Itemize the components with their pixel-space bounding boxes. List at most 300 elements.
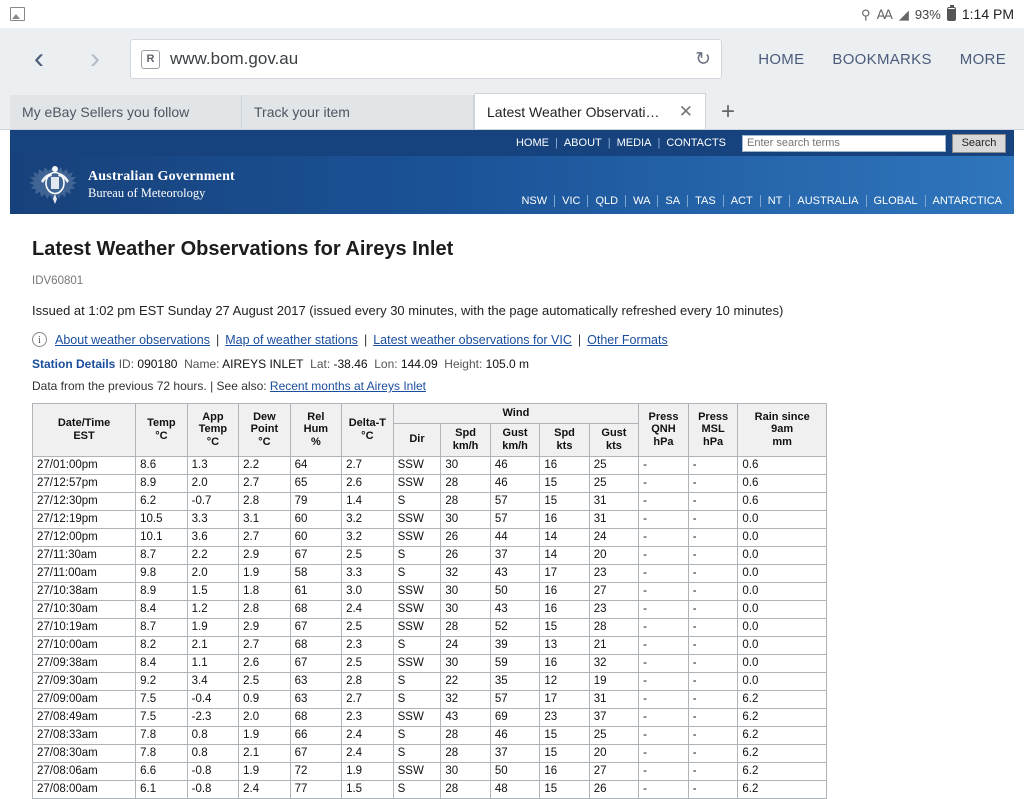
cell-wind-gust-kmh: 50 — [490, 582, 540, 600]
th-temp-line2: °C — [155, 429, 168, 442]
page-title: Latest Weather Observations for Aireys Inlet — [32, 238, 454, 260]
th-qnh-line2: QNH — [651, 423, 676, 436]
table-row — [33, 744, 827, 762]
station-lon-label: Lon: — [374, 357, 398, 371]
back-button[interactable]: ‹ — [34, 42, 44, 75]
cell-wind-gust-kts: 31 — [589, 690, 638, 708]
page-viewport — [0, 130, 1024, 796]
cell-wind-gust-kmh: 57 — [490, 492, 540, 510]
cell-wind-dir: S — [393, 564, 441, 582]
cell-press-qnh: - — [639, 510, 689, 528]
cell-wind-gust-kmh: 46 — [490, 726, 540, 744]
info-icon: i — [32, 332, 47, 347]
search-input[interactable] — [742, 135, 946, 152]
cell-datetime: 27/08:49am — [33, 708, 136, 726]
cell-rain: 0.0 — [738, 510, 827, 528]
link-divider: | — [657, 137, 661, 149]
cell-temp: 8.9 — [136, 582, 188, 600]
link-divider: | — [215, 332, 220, 347]
new-tab-button[interactable]: + — [720, 98, 735, 125]
cell-app-temp: 1.2 — [187, 600, 239, 618]
cell-app-temp: 1.3 — [187, 456, 239, 474]
th-delta-t — [342, 404, 394, 457]
th-dewpoint-line2: Point — [250, 423, 279, 436]
cell-wind-dir: S — [393, 492, 441, 510]
cell-wind-dir: S — [393, 780, 441, 798]
statenav-tas[interactable]: TAS — [688, 195, 724, 207]
cell-dew-point: 1.9 — [239, 762, 291, 780]
cell-wind-spd-kmh: 30 — [441, 582, 491, 600]
cell-press-qnh: - — [639, 762, 689, 780]
cell-app-temp: -0.8 — [187, 762, 239, 780]
cell-temp: 9.8 — [136, 564, 188, 582]
th-wgustkts-line1: Gust — [601, 426, 627, 439]
cell-app-temp: 0.8 — [187, 744, 239, 762]
table-row — [33, 528, 827, 546]
th-wgustkts-line2: kts — [605, 439, 622, 452]
statenav-australia[interactable]: AUSTRALIA — [790, 195, 866, 207]
th-rain-since-9am — [738, 404, 827, 457]
station-name-value: AIREYS INLET — [222, 357, 304, 371]
site-title-block — [88, 168, 235, 201]
site-logo — [32, 164, 235, 206]
cell-wind-gust-kmh: 52 — [490, 618, 540, 636]
cell-rain: 0.0 — [738, 618, 827, 636]
reload-icon[interactable]: ↻ — [695, 48, 711, 70]
cell-app-temp: 0.8 — [187, 726, 239, 744]
cell-wind-gust-kts: 23 — [589, 600, 638, 618]
link-latest-observations-vic[interactable]: Latest weather observations for VIC — [373, 332, 572, 347]
station-name-label: Name: — [184, 357, 220, 371]
table-row — [33, 762, 827, 780]
observations-table-head — [33, 404, 827, 457]
th-wind-dir: Dir — [393, 423, 441, 456]
th-press-msl — [688, 404, 738, 457]
cell-temp: 8.2 — [136, 636, 188, 654]
cell-wind-gust-kts: 24 — [589, 528, 638, 546]
search-button[interactable]: Search — [952, 134, 1006, 153]
cell-wind-spd-kts: 17 — [540, 690, 589, 708]
th-relhum-line1: Rel — [307, 410, 325, 423]
site-link-about[interactable]: ABOUT — [563, 137, 602, 149]
cell-dew-point: 2.7 — [239, 474, 291, 492]
cell-datetime: 27/10:38am — [33, 582, 136, 600]
cell-wind-spd-kts: 16 — [540, 654, 589, 672]
browser-more-link[interactable]: MORE — [959, 50, 1006, 68]
cell-rain: 6.2 — [738, 744, 827, 762]
browser-bookmarks-link[interactable]: BOOKMARKS — [832, 50, 932, 68]
th-wgust-line1: Gust — [502, 426, 528, 439]
table-row — [33, 510, 827, 528]
cell-press-qnh: - — [639, 618, 689, 636]
cell-app-temp: 2.2 — [187, 546, 239, 564]
cell-wind-gust-kts: 20 — [589, 744, 638, 762]
cell-dew-point: 0.9 — [239, 690, 291, 708]
cell-rel-hum: 66 — [290, 726, 341, 744]
cell-wind-gust-kmh: 59 — [490, 654, 540, 672]
bom-page — [10, 130, 1014, 796]
cell-press-qnh: - — [639, 780, 689, 798]
cell-wind-spd-kts: 13 — [540, 636, 589, 654]
th-wspdkts-line1: Spd — [554, 426, 575, 439]
cell-datetime: 27/12:19pm — [33, 510, 136, 528]
cell-delta-t: 2.6 — [342, 474, 394, 492]
cell-press-qnh: - — [639, 564, 689, 582]
cell-datetime: 27/01:00pm — [33, 456, 136, 474]
cell-temp: 7.5 — [136, 690, 188, 708]
cell-datetime: 27/08:30am — [33, 744, 136, 762]
th-deltat-line1: Delta-T — [348, 416, 386, 429]
tab-track-your-item[interactable] — [242, 95, 474, 129]
statenav-nsw[interactable]: NSW — [514, 195, 555, 207]
cell-wind-gust-kmh: 44 — [490, 528, 540, 546]
cell-datetime: 27/08:33am — [33, 726, 136, 744]
cell-wind-spd-kts: 16 — [540, 762, 589, 780]
cell-delta-t: 2.3 — [342, 708, 394, 726]
th-wspdkts-line2: kts — [556, 439, 573, 452]
cell-datetime: 27/12:30pm — [33, 492, 136, 510]
gov-line-2: Bureau of Meteorology — [88, 185, 206, 200]
cell-wind-spd-kmh: 43 — [441, 708, 491, 726]
cell-wind-spd-kmh: 28 — [441, 780, 491, 798]
cell-rel-hum: 77 — [290, 780, 341, 798]
statenav-vic[interactable]: VIC — [555, 195, 588, 207]
link-other-formats[interactable]: Other Formats — [587, 332, 668, 347]
android-status-bar — [0, 0, 1024, 28]
station-lat-value: -38.46 — [333, 357, 368, 371]
cell-wind-gust-kts: 25 — [589, 726, 638, 744]
table-row — [33, 582, 827, 600]
cell-delta-t: 2.4 — [342, 600, 394, 618]
link-divider: | — [607, 137, 611, 149]
table-row — [33, 672, 827, 690]
observations-table-body — [33, 456, 827, 798]
cell-rel-hum: 67 — [290, 744, 341, 762]
cell-press-qnh: - — [639, 474, 689, 492]
cell-wind-gust-kts: 20 — [589, 546, 638, 564]
table-row — [33, 600, 827, 618]
status-bar-right — [861, 6, 1014, 22]
cell-delta-t: 3.2 — [342, 510, 394, 528]
cell-temp: 6.2 — [136, 492, 188, 510]
cell-dew-point: 2.1 — [239, 744, 291, 762]
cell-wind-gust-kmh: 37 — [490, 546, 540, 564]
cell-temp: 8.7 — [136, 546, 188, 564]
cell-datetime: 27/10:00am — [33, 636, 136, 654]
th-app-temp — [187, 404, 239, 457]
cell-wind-dir: S — [393, 690, 441, 708]
url-text[interactable]: www.bom.gov.au — [170, 49, 299, 68]
th-apptemp-line2: Temp — [198, 423, 228, 436]
th-dew-point — [239, 404, 291, 457]
statenav-qld[interactable]: QLD — [588, 195, 626, 207]
cell-temp: 7.8 — [136, 726, 188, 744]
statenav-sa[interactable]: SA — [658, 195, 688, 207]
cell-datetime: 27/08:06am — [33, 762, 136, 780]
cell-datetime: 27/08:00am — [33, 780, 136, 798]
cell-wind-spd-kts: 14 — [540, 546, 589, 564]
cell-wind-gust-kts: 31 — [589, 510, 638, 528]
cell-app-temp: 2.0 — [187, 564, 239, 582]
cell-press-msl: - — [688, 618, 738, 636]
cell-rel-hum: 65 — [290, 474, 341, 492]
cell-app-temp: 3.3 — [187, 510, 239, 528]
cell-wind-spd-kmh: 30 — [441, 510, 491, 528]
browser-toolbar — [0, 28, 1024, 90]
site-link-media[interactable]: MEDIA — [616, 137, 652, 149]
cell-press-msl: - — [688, 546, 738, 564]
cell-dew-point: 2.6 — [239, 654, 291, 672]
cell-temp: 9.2 — [136, 672, 188, 690]
th-rain-line1: Rain since — [754, 410, 810, 423]
browser-home-link[interactable]: HOME — [758, 50, 805, 68]
th-apptemp-line3: °C — [206, 436, 220, 449]
statenav-global[interactable]: GLOBAL — [867, 195, 926, 207]
cell-wind-spd-kmh: 32 — [441, 690, 491, 708]
table-row — [33, 654, 827, 672]
cell-wind-gust-kts: 23 — [589, 564, 638, 582]
cell-wind-spd-kts: 16 — [540, 582, 589, 600]
cell-press-qnh: - — [639, 744, 689, 762]
th-msl-line1: Press — [698, 410, 729, 423]
cell-rain: 6.2 — [738, 762, 827, 780]
statenav-antarctica[interactable]: ANTARCTICA — [932, 195, 1002, 207]
site-top-bar — [10, 130, 1014, 156]
cell-app-temp: 1.1 — [187, 654, 239, 672]
cell-rel-hum: 68 — [290, 708, 341, 726]
address-bar[interactable] — [130, 39, 722, 79]
cell-wind-dir: SSW — [393, 600, 441, 618]
cell-press-msl: - — [688, 600, 738, 618]
cell-press-msl: - — [688, 744, 738, 762]
cell-wind-dir: S — [393, 726, 441, 744]
station-lat-label: Lat: — [310, 357, 331, 371]
th-rain-line2: 9am — [771, 423, 794, 436]
cell-wind-gust-kmh: 43 — [490, 600, 540, 618]
site-link-home[interactable]: HOME — [515, 137, 549, 149]
cell-dew-point: 2.8 — [239, 492, 291, 510]
observations-table — [32, 403, 827, 799]
cell-press-msl: - — [688, 456, 738, 474]
cell-wind-gust-kmh: 37 — [490, 744, 540, 762]
cell-press-qnh: - — [639, 726, 689, 744]
cell-press-msl: - — [688, 654, 738, 672]
th-wind-group: Wind — [393, 404, 639, 424]
table-row — [33, 618, 827, 636]
cell-wind-spd-kts: 23 — [540, 708, 589, 726]
cell-dew-point: 1.9 — [239, 564, 291, 582]
cell-wind-spd-kts: 17 — [540, 564, 589, 582]
cell-press-msl: - — [688, 690, 738, 708]
station-height-label: Height: — [444, 357, 483, 371]
cell-wind-spd-kts: 16 — [540, 456, 589, 474]
station-details — [32, 357, 992, 371]
image-icon — [10, 7, 25, 21]
cell-press-msl: - — [688, 762, 738, 780]
cell-wind-gust-kts: 21 — [589, 636, 638, 654]
th-deltat-line2: °C — [361, 429, 374, 442]
cell-app-temp: -0.4 — [187, 690, 239, 708]
cell-temp: 8.4 — [136, 600, 188, 618]
cell-wind-gust-kmh: 50 — [490, 762, 540, 780]
statenav-nt[interactable]: NT — [761, 195, 791, 207]
station-id-value: 090180 — [137, 357, 178, 371]
cell-delta-t: 3.2 — [342, 528, 394, 546]
cell-dew-point: 2.0 — [239, 708, 291, 726]
cell-rel-hum: 68 — [290, 600, 341, 618]
cell-datetime: 27/11:30am — [33, 546, 136, 564]
tab-label: My eBay Sellers you follow — [22, 104, 190, 120]
th-wind-spd-kts — [540, 423, 589, 456]
table-row — [33, 564, 827, 582]
th-qnh-line3: hPa — [653, 436, 674, 449]
cell-wind-gust-kts: 26 — [589, 780, 638, 798]
cell-dew-point: 2.7 — [239, 636, 291, 654]
cell-wind-gust-kts: 28 — [589, 618, 638, 636]
cell-wind-dir: SSW — [393, 618, 441, 636]
cell-rain: 0.0 — [738, 528, 827, 546]
bluetooth-icon: Ꜳ — [876, 6, 893, 22]
browser-links — [742, 51, 1006, 68]
th-temp-line1: Temp — [147, 416, 176, 429]
cell-wind-gust-kmh: 46 — [490, 474, 540, 492]
cell-press-qnh: - — [639, 492, 689, 510]
cell-temp: 8.4 — [136, 654, 188, 672]
wifi-icon: ◢ — [898, 6, 909, 22]
cell-datetime: 27/12:00pm — [33, 528, 136, 546]
link-map-of-weather-stations[interactable]: Map of weather stations — [225, 332, 358, 347]
cell-app-temp: 1.9 — [187, 618, 239, 636]
cell-rain: 0.6 — [738, 492, 827, 510]
cell-press-msl: - — [688, 672, 738, 690]
cell-rel-hum: 68 — [290, 636, 341, 654]
cell-temp: 8.7 — [136, 618, 188, 636]
cell-press-qnh: - — [639, 528, 689, 546]
site-top-links — [510, 137, 732, 149]
table-row — [33, 474, 827, 492]
cell-wind-dir: SSW — [393, 474, 441, 492]
cell-wind-spd-kmh: 28 — [441, 744, 491, 762]
cell-delta-t: 2.7 — [342, 456, 394, 474]
table-header-row-1 — [33, 404, 827, 424]
cell-delta-t: 2.4 — [342, 744, 394, 762]
cell-rain: 0.0 — [738, 600, 827, 618]
statenav-act[interactable]: ACT — [724, 195, 761, 207]
link-divider: | — [554, 137, 558, 149]
cell-wind-gust-kmh: 35 — [490, 672, 540, 690]
status-bar-left — [10, 7, 861, 21]
cell-delta-t: 2.3 — [342, 636, 394, 654]
cell-press-msl: - — [688, 474, 738, 492]
tab-label: Track your item — [254, 104, 350, 120]
forward-button[interactable]: › — [90, 42, 100, 75]
location-icon: ⚲ — [861, 6, 871, 22]
cell-dew-point: 2.4 — [239, 780, 291, 798]
th-relhum-line3: % — [310, 436, 321, 449]
th-rain-line3: mm — [772, 436, 792, 449]
cell-delta-t: 2.5 — [342, 618, 394, 636]
cell-wind-dir: SSW — [393, 510, 441, 528]
cell-wind-spd-kmh: 28 — [441, 474, 491, 492]
cell-rain: 0.0 — [738, 546, 827, 564]
station-id-label: ID: — [118, 357, 135, 371]
cell-wind-spd-kts: 15 — [540, 744, 589, 762]
cell-wind-spd-kmh: 28 — [441, 726, 491, 744]
cell-rain: 0.6 — [738, 474, 827, 492]
cell-rel-hum: 60 — [290, 510, 341, 528]
link-recent-months[interactable]: Recent months at Aireys Inlet — [269, 379, 426, 393]
link-about-weather-observations[interactable]: About weather observations — [55, 332, 210, 347]
cell-press-qnh: - — [639, 582, 689, 600]
cell-rel-hum: 63 — [290, 672, 341, 690]
clock-label: 1:14 PM — [961, 6, 1014, 22]
th-wind-gust-kts — [589, 423, 638, 456]
table-row — [33, 708, 827, 726]
site-link-contacts[interactable]: CONTACTS — [666, 137, 726, 149]
cell-wind-spd-kmh: 28 — [441, 492, 491, 510]
tab-latest-weather-observations[interactable] — [474, 93, 706, 129]
cell-app-temp: -2.3 — [187, 708, 239, 726]
gov-line-1: Australian Government — [88, 169, 235, 185]
cell-wind-gust-kts: 31 — [589, 492, 638, 510]
cell-press-qnh: - — [639, 690, 689, 708]
cell-rel-hum: 60 — [290, 528, 341, 546]
close-icon[interactable]: ✕ — [678, 101, 693, 121]
cell-delta-t: 1.4 — [342, 492, 394, 510]
cell-press-msl: - — [688, 582, 738, 600]
th-press-qnh — [639, 404, 689, 457]
cell-wind-spd-kts: 15 — [540, 474, 589, 492]
cell-temp: 8.9 — [136, 474, 188, 492]
tab-ebay-sellers[interactable] — [10, 95, 242, 129]
cell-wind-spd-kmh: 22 — [441, 672, 491, 690]
cell-delta-t: 2.4 — [342, 726, 394, 744]
cell-wind-gust-kmh: 46 — [490, 456, 540, 474]
info-links-row — [32, 332, 992, 347]
cell-rel-hum: 61 — [290, 582, 341, 600]
tab-label: Latest Weather Observati… — [487, 103, 660, 120]
cell-wind-spd-kts: 12 — [540, 672, 589, 690]
cell-datetime: 27/09:00am — [33, 690, 136, 708]
cell-wind-spd-kts: 15 — [540, 618, 589, 636]
previous-hours-note — [32, 379, 992, 393]
cell-wind-spd-kts: 16 — [540, 510, 589, 528]
cell-rain: 6.2 — [738, 708, 827, 726]
cell-dew-point: 2.8 — [239, 600, 291, 618]
statenav-wa[interactable]: WA — [626, 195, 658, 207]
th-relhum-line2: Hum — [303, 423, 329, 436]
cell-delta-t: 2.5 — [342, 654, 394, 672]
cell-dew-point: 3.1 — [239, 510, 291, 528]
cell-app-temp: 2.0 — [187, 474, 239, 492]
cell-press-qnh: - — [639, 600, 689, 618]
cell-wind-spd-kts: 16 — [540, 600, 589, 618]
cell-temp: 7.5 — [136, 708, 188, 726]
station-lon-value: 144.09 — [400, 357, 438, 371]
link-divider: | — [577, 332, 582, 347]
cell-wind-dir: S — [393, 672, 441, 690]
previous-hours-text: Data from the previous 72 hours. | See also: — [32, 379, 267, 393]
cell-rain: 6.2 — [738, 780, 827, 798]
cell-dew-point: 1.9 — [239, 726, 291, 744]
cell-temp: 8.6 — [136, 456, 188, 474]
cell-wind-dir: S — [393, 546, 441, 564]
cell-datetime: 27/11:00am — [33, 564, 136, 582]
table-row — [33, 492, 827, 510]
cell-rain: 0.0 — [738, 636, 827, 654]
cell-temp: 6.1 — [136, 780, 188, 798]
cell-datetime: 27/12:57pm — [33, 474, 136, 492]
